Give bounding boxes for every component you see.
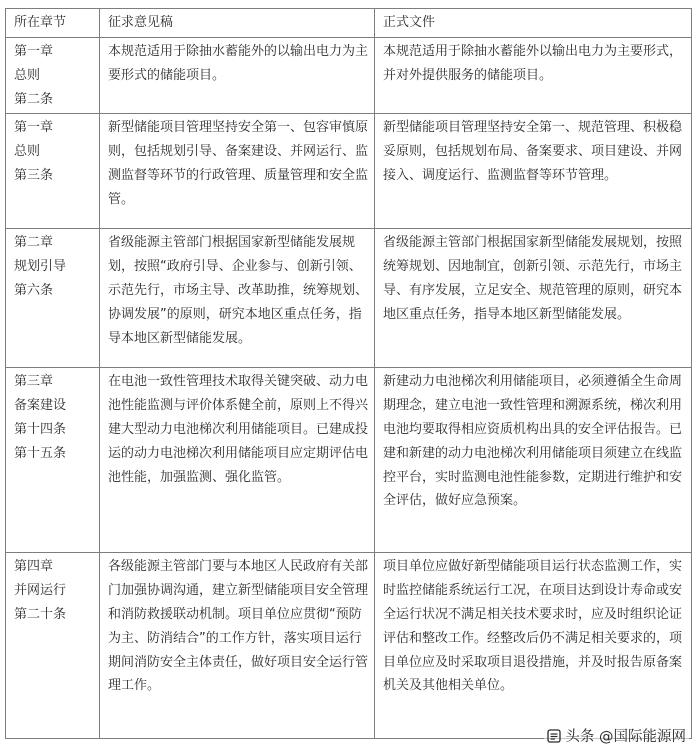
- draft-cell: 各级能源主管部门要与本地区人民政府有关部门加强协调沟通，建立新型储能项目安全管理和消防救援联动机制。项目单位应贯彻“预防为主、防消结合”的工作方针，落实项目运行期间消防安全主体责任，做好项目安全运行管理工作。: [100, 553, 375, 739]
- header-row: [6, 9, 692, 38]
- final-cell: 本规范适用于除抽水蓄能外以输出电力为主要形式，并对外提供服务的储能项目。: [375, 38, 692, 114]
- header-final: 正式文件: [375, 9, 692, 38]
- chapter-line: 第一章: [14, 120, 54, 136]
- watermark-text: 头条 @国际能源网: [565, 729, 686, 745]
- chapter-line: 第十五条: [14, 445, 67, 461]
- chapter-line: 第二条: [14, 91, 54, 107]
- chapter-line: 第六条: [14, 282, 54, 298]
- draft-cell: 新型储能项目管理坚持安全第一、包容审慎原则，包括规划引导、备案建设、并网运行、监测监督等环节的行政管理、质量管理和安全监管。: [100, 114, 375, 229]
- header-draft: 征求意见稿: [100, 9, 375, 38]
- chapter-line: 第三条: [14, 167, 54, 183]
- final-cell: 新建动力电池梯次利用储能项目，必须遵循全生命周期理念，建立电池一致性管理和溯源系统，梯次利用电池均要取得相应资质机构出具的安全评估报告。已建和新建的动力电池梯次利用储能项目须建立在线监控平台，实时监测电池性能参数，定期进行维护和安全评估，做好应急预案。: [375, 368, 692, 553]
- chapter-line: 备案建设: [14, 398, 67, 414]
- chapter-line: 并网运行: [14, 583, 67, 599]
- draft-cell: 在电池一致性管理技术取得关键突破、动力电池性能监测与评价体系健全前，原则上不得兴建大型动力电池梯次利用储能项目。已建成投运的动力电池梯次利用储能项目应定期评估电池性能，加强监测、强化监管。: [100, 368, 375, 553]
- chapter-cell: [6, 368, 100, 553]
- final-cell: 项目单位应做好新型储能项目运行状态监测工作，实时监控储能系统运行工况，在项目达到设计寿命或安全运行状况不满足相关技术要求时，应及时组织论证评估和整改工作。经整改后仍不满足相关要求的，项目单位应及时采取项目退役措施，并及时报告原备案机关及其他相关单位。: [375, 553, 692, 739]
- chapter-line: 第一章: [14, 44, 54, 59]
- final-cell: 省级能源主管部门根据国家新型储能发展规划，按照统筹规划、因地制宜，创新引领、示范先行，市场主导、有序发展，立足安全、规范管理的原则，研究本地区重点任务，指导本地区新型储能发展。: [375, 229, 692, 368]
- draft-cell: 本规范适用于除抽水蓄能外的以输出电力为主要形式的储能项目。: [100, 38, 375, 114]
- chapter-line: 第十四条: [14, 421, 67, 437]
- draft-cell: 省级能源主管部门根据国家新型储能发展规划，按照“政府引导、企业参与、创新引领、示范先行，市场主导、改革助推，统筹规划、协调发展”的原则，研究本地区重点任务，指导本地区新型储能发展。: [100, 229, 375, 368]
- watermark: [544, 724, 689, 747]
- header-chapter: 所在章节: [6, 9, 100, 38]
- table-row: [6, 553, 692, 739]
- chapter-line: 第三章: [14, 374, 54, 390]
- chapter-line: 第二十条: [14, 606, 67, 622]
- table-row: [6, 368, 692, 553]
- chapter-cell: [6, 229, 100, 368]
- chapter-line: 总则: [14, 144, 41, 160]
- chapter-line: 总则: [14, 67, 41, 83]
- final-cell: 新型储能项目管理坚持安全第一、规范管理、积极稳妥原则，包括规划布局、备案要求、项目建设、并网接入、调度运行、监测监督等环节管理。: [375, 114, 692, 229]
- chapter-line: 第二章: [14, 235, 54, 251]
- chapter-cell: [6, 553, 100, 739]
- table-row: [6, 229, 692, 368]
- chapter-line: 第四章: [14, 559, 54, 575]
- toutiao-logo-icon: [547, 729, 561, 743]
- chapter-cell: [6, 114, 100, 229]
- table-row: [6, 38, 692, 114]
- table-row: [6, 114, 692, 229]
- chapter-line: 规划引导: [14, 259, 67, 275]
- chapter-cell: [6, 38, 100, 114]
- comparison-table: [5, 8, 692, 739]
